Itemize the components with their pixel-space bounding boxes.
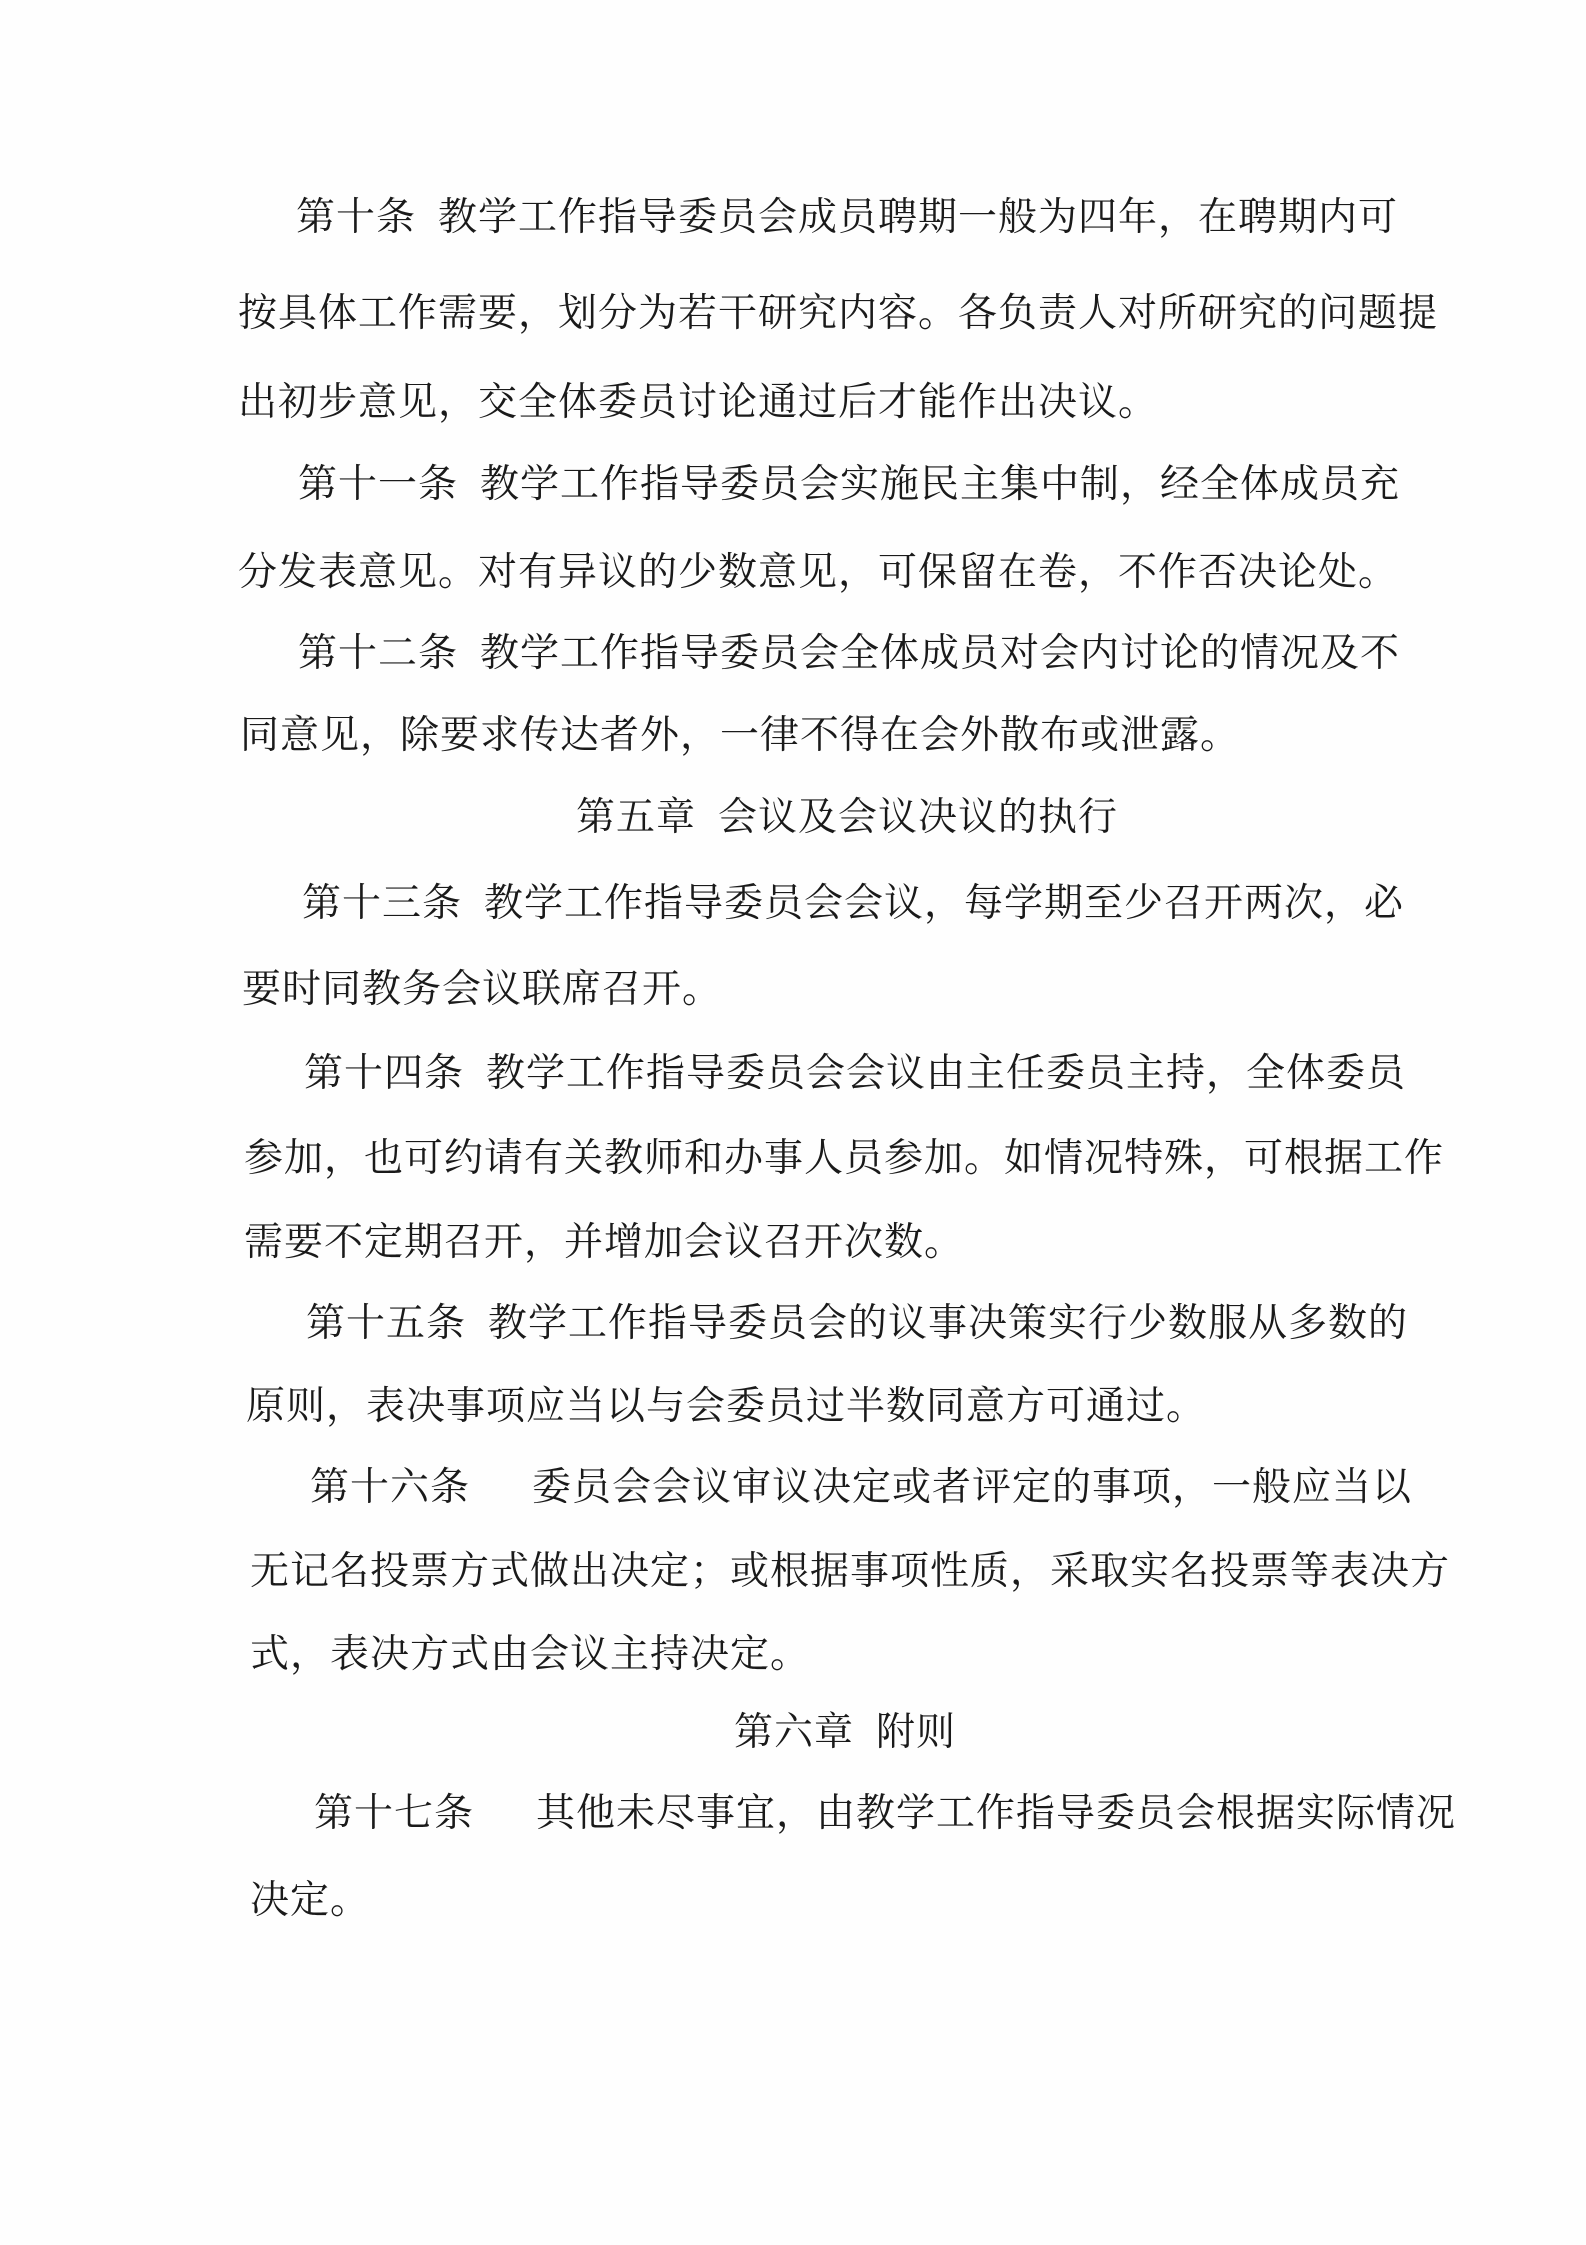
chapter-5-title: 会议及会议决议的执行: [718, 795, 1119, 840]
article-11-line-2: 分发表意见。对有异议的少数意见，可保留在卷，不作否决论处。: [238, 550, 1399, 595]
article-16-line-3: 式，表决方式由会议主持决定。: [250, 1632, 811, 1677]
article-16-line-2: 无记名投票方式做出决定；或根据事项性质，采取实名投票等表决方: [250, 1549, 1451, 1594]
article-15-line-1: [306, 1299, 1408, 1349]
article-14-text-1: 教学工作指导委员会会议由主任委员主持，全体委员: [486, 1051, 1407, 1096]
article-16-label: 第十六条: [310, 1465, 471, 1510]
article-14-line-3: 需要不定期召开，并增加会议召开次数。: [244, 1220, 965, 1265]
article-15-line-2: 原则，表决事项应当以与会委员过半数同意方可通过。: [246, 1384, 1207, 1429]
article-11-text-1: 教学工作指导委员会实施民主集中制，经全体成员充: [480, 462, 1401, 507]
chapter-6-title: 附则: [876, 1710, 957, 1755]
article-17-line-2: 决定。: [250, 1878, 371, 1923]
article-12-line-1: [298, 629, 1400, 679]
article-10-label: 第十条: [296, 195, 417, 240]
article-14-label: 第十四条: [304, 1051, 465, 1096]
chapter-6-heading: [734, 1708, 956, 1758]
article-17-line-1: [314, 1789, 1456, 1839]
article-10-line-1: [296, 193, 1398, 243]
article-13-line-1: [302, 879, 1404, 929]
article-12-label: 第十二条: [298, 631, 459, 676]
article-10-line-3: 出初步意见，交全体委员讨论通过后才能作出决议。: [238, 380, 1159, 425]
article-10-text-1: 教学工作指导委员会成员聘期一般为四年，在聘期内可: [438, 195, 1399, 240]
article-11-line-1: [298, 460, 1400, 510]
chapter-6-label: 第六章: [734, 1710, 855, 1755]
article-16-line-1: [310, 1463, 1412, 1513]
article-12-text-1: 教学工作指导委员会全体成员对会内讨论的情况及不: [480, 631, 1401, 676]
article-13-label: 第十三条: [302, 881, 463, 926]
article-14-line-1: [304, 1049, 1406, 1099]
article-15-label: 第十五条: [306, 1301, 467, 1346]
article-14-line-2: 参加，也可约请有关教师和办事人员参加。如情况特殊，可根据工作: [244, 1136, 1445, 1181]
article-13-line-2: 要时同教务会议联席召开。: [242, 967, 723, 1012]
article-10-line-2: 按具体工作需要，划分为若干研究内容。各负责人对所研究的问题提: [238, 291, 1439, 336]
article-15-text-1: 教学工作指导委员会的议事决策实行少数服从多数的: [488, 1301, 1409, 1346]
article-17-label: 第十七条: [314, 1791, 475, 1836]
chapter-5-label: 第五章: [576, 795, 697, 840]
chapter-5-heading: [576, 793, 1118, 843]
article-17-text-1: 其他未尽事宜，由教学工作指导委员会根据实际情况: [536, 1791, 1457, 1836]
article-13-text-1: 教学工作指导委员会会议，每学期至少召开两次，必: [484, 881, 1405, 926]
article-12-line-2: 同意见，除要求传达者外，一律不得在会外散布或泄露。: [240, 713, 1241, 758]
article-16-text-1: 委员会会议审议决定或者评定的事项，一般应当以: [532, 1465, 1413, 1510]
article-11-label: 第十一条: [298, 462, 459, 507]
